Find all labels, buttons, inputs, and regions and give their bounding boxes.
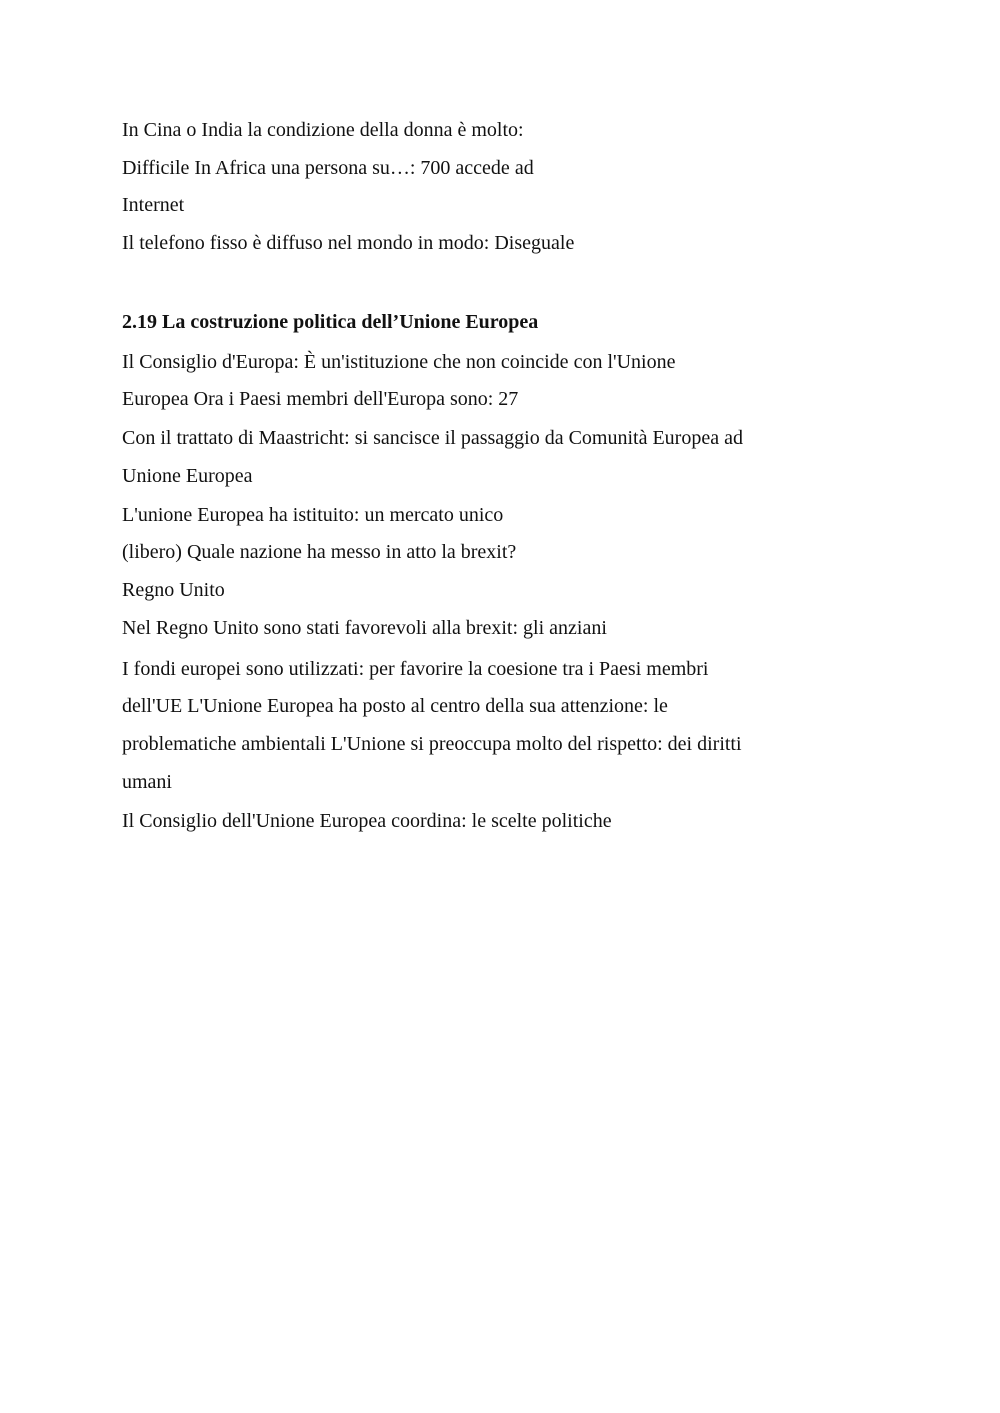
text-line: Unione Europea [122,465,253,487]
text-line: Regno Unito [122,579,225,601]
text-line: problematiche ambientali L'Unione si preoccupa molto del rispetto: dei diritti [122,733,742,755]
text-line: umani [122,771,172,793]
text-line: Il Consiglio dell'Unione Europea coordina: le scelte politiche [122,810,612,832]
text-line: Il Consiglio d'Europa: È un'istituzione che non coincide con l'Unione [122,351,676,373]
text-line: In Cina o India la condizione della donna è molto: [122,119,524,141]
text-line: Con il trattato di Maastricht: si sancisce il passaggio da Comunità Europea ad [122,427,743,449]
text-line: I fondi europei sono utilizzati: per favorire la coesione tra i Paesi membri [122,658,709,680]
text-line: Internet [122,194,185,216]
text-line: Il telefono fisso è diffuso nel mondo in modo: Diseguale [122,232,575,254]
text-line: L'unione Europea ha istituito: un mercato unico [122,504,504,526]
text-line: Difficile In Africa una persona su…: 700 accede ad [122,157,534,179]
text-line: dell'UE L'Unione Europea ha posto al centro della sua attenzione: le [122,695,668,717]
section-heading: 2.19 La costruzione politica dell’Unione Europea [122,311,539,333]
text-line: (libero) Quale nazione ha messo in atto la brexit? [122,541,517,563]
text-line: Europea Ora i Paesi membri dell'Europa sono: 27 [122,388,519,410]
text-line: Nel Regno Unito sono stati favorevoli alla brexit: gli anziani [122,617,607,639]
